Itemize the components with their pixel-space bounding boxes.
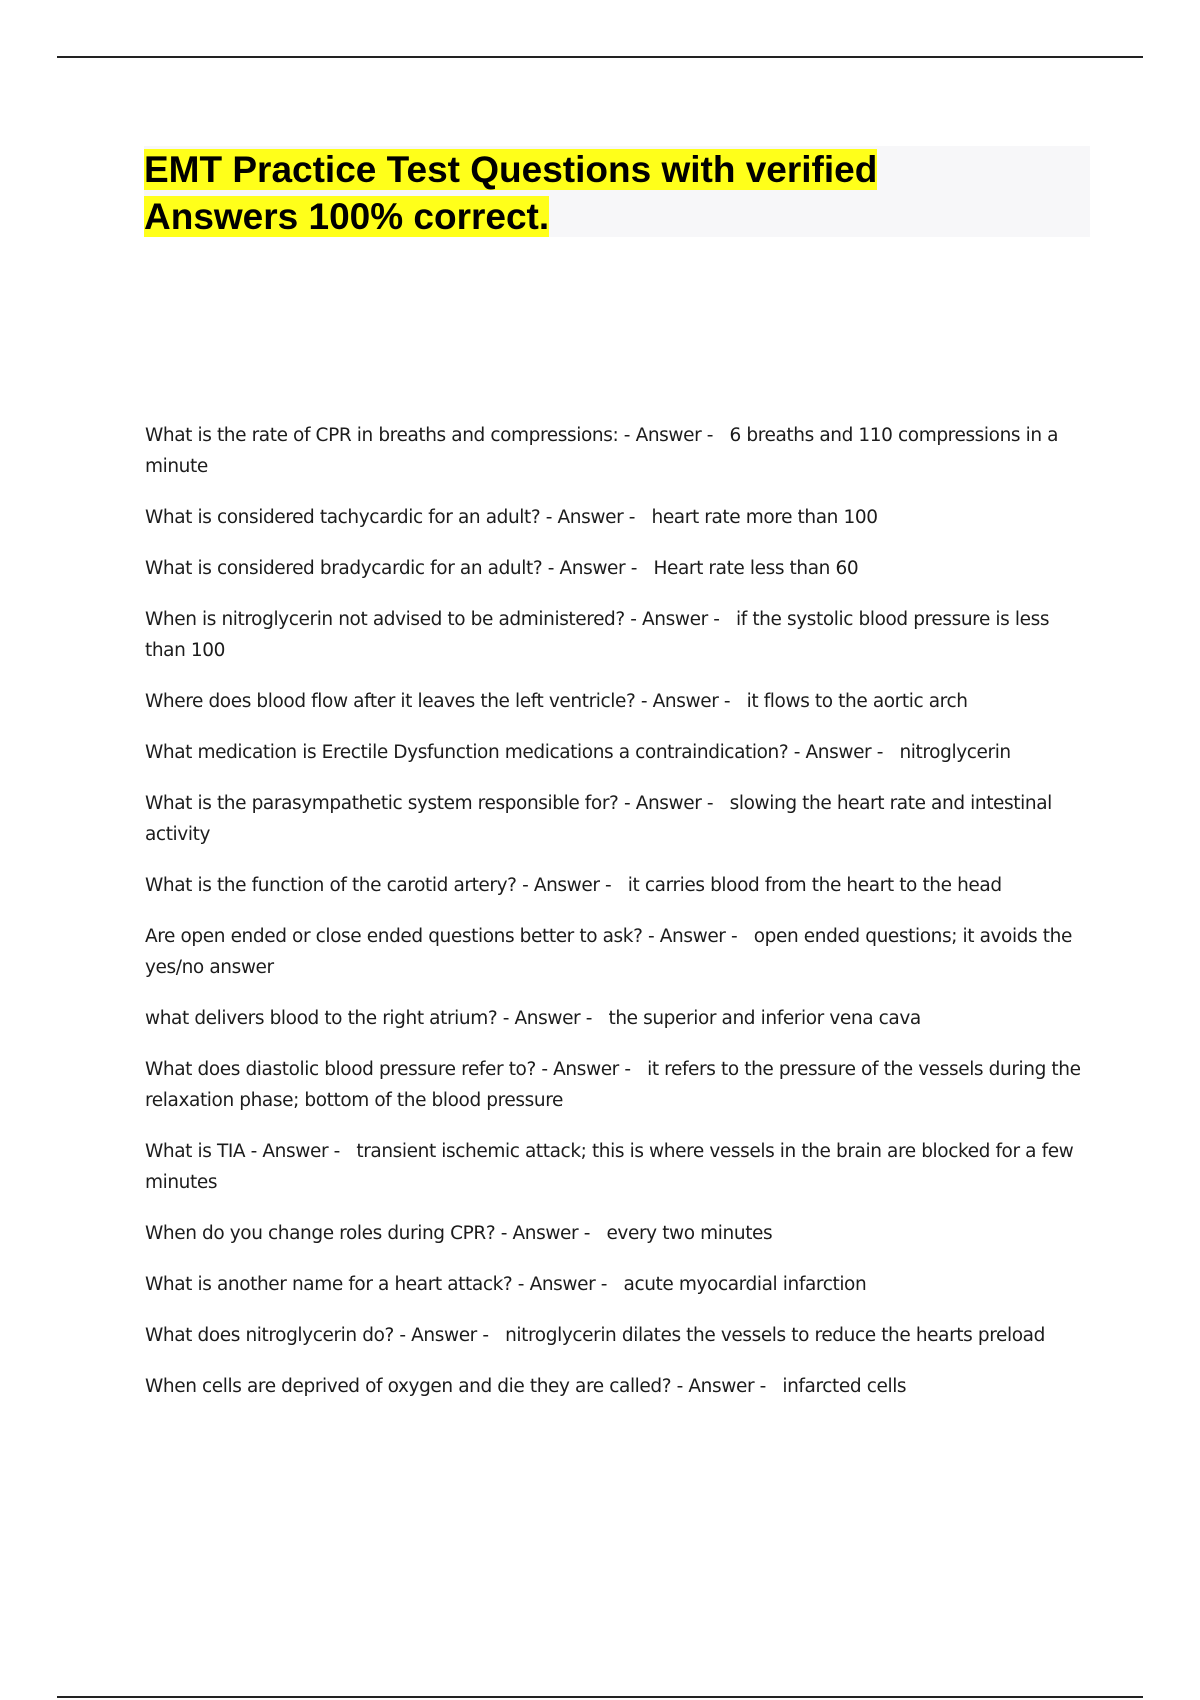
- question-text: When cells are deprived of oxygen and die they are called?: [145, 1376, 672, 1397]
- answer-text: nitroglycerin: [899, 742, 1011, 763]
- question-text: Where does blood flow after it leaves the left ventricle?: [145, 691, 636, 712]
- answer-text: slowing the heart rate and intestinal activity: [145, 793, 1052, 845]
- answer-text: infarcted cells: [782, 1376, 907, 1397]
- question-text: What is another name for a heart attack?: [145, 1274, 513, 1295]
- qa-list: [145, 420, 1091, 1422]
- answer-text: the superior and inferior vena cava: [608, 1008, 921, 1029]
- qa-item: [145, 1371, 1091, 1402]
- question-text: What does diastolic blood pressure refer to?: [145, 1059, 536, 1080]
- answer-separator: - Answer -: [618, 793, 730, 814]
- answer-text: open ended questions; it avoids the yes/no answer: [145, 926, 1072, 978]
- qa-item: [145, 788, 1091, 850]
- qa-item: [145, 1136, 1091, 1198]
- qa-item: [145, 553, 1091, 584]
- question-text: What is considered tachycardic for an adult?: [145, 507, 541, 528]
- question-text: When is nitroglycerin not advised to be administered?: [145, 609, 625, 630]
- answer-separator: - Answer -: [512, 1274, 624, 1295]
- answer-separator: - Answer -: [624, 609, 736, 630]
- answer-separator: - Answer -: [245, 1141, 357, 1162]
- question-text: Are open ended or close ended questions better to ask?: [145, 926, 643, 947]
- answer-separator: - Answer -: [540, 507, 652, 528]
- qa-item: [145, 1218, 1091, 1249]
- answer-text: 6 breaths and 110 compressions in a minute: [145, 425, 1059, 477]
- answer-text: if the systolic blood pressure is less than 100: [145, 609, 1050, 661]
- answer-separator: - Answer -: [671, 1376, 783, 1397]
- qa-item: [145, 921, 1091, 983]
- qa-item: [145, 420, 1091, 482]
- answer-text: every two minutes: [606, 1223, 773, 1244]
- answer-text: Heart rate less than 60: [653, 558, 859, 579]
- answer-separator: - Answer -: [393, 1325, 506, 1346]
- question-text: When do you change roles during CPR?: [145, 1223, 496, 1244]
- answer-separator: - Answer -: [495, 1223, 607, 1244]
- answer-text: it flows to the aortic arch: [746, 691, 968, 712]
- question-text: what delivers blood to the right atrium?: [145, 1008, 498, 1029]
- answer-text: acute myocardial infarction: [623, 1274, 867, 1295]
- answer-text: it carries blood from the heart to the head: [627, 875, 1002, 896]
- answer-text: heart rate more than 100: [651, 507, 878, 528]
- title-box: [144, 146, 1090, 237]
- document-title: [144, 146, 1090, 240]
- answer-text: it refers to the pressure of the vessels during the relaxation phase; bottom of the blood pressure: [145, 1059, 1081, 1111]
- question-text: What is the rate of CPR in breaths and compressions:: [145, 425, 619, 446]
- question-text: What is TIA: [145, 1141, 246, 1162]
- title-line-2: Answers 100% correct.: [144, 196, 550, 237]
- qa-item: [145, 737, 1091, 768]
- answer-separator: - Answer -: [497, 1008, 609, 1029]
- answer-text: transient ischemic attack; this is where vessels in the brain are blocked for a few minutes: [145, 1141, 1074, 1193]
- qa-item: [145, 1269, 1091, 1300]
- qa-item: [145, 1003, 1091, 1034]
- answer-separator: - Answer -: [635, 691, 747, 712]
- question-text: What does nitroglycerin do?: [145, 1325, 394, 1346]
- qa-item: [145, 1054, 1091, 1116]
- top-rule: [57, 56, 1143, 58]
- answer-separator: - Answer -: [535, 1059, 648, 1080]
- qa-item: [145, 870, 1091, 901]
- title-line-1: EMT Practice Test Questions with verified: [144, 149, 878, 190]
- qa-item: [145, 604, 1091, 666]
- qa-item: [145, 686, 1091, 717]
- answer-text: nitroglycerin dilates the vessels to reduce the hearts preload: [505, 1325, 1045, 1346]
- question-text: What is considered bradycardic for an adult?: [145, 558, 543, 579]
- answer-separator: - Answer -: [788, 742, 900, 763]
- qa-item: [145, 1320, 1091, 1351]
- bottom-rule: [57, 1696, 1143, 1698]
- answer-separator: - Answer -: [618, 425, 730, 446]
- answer-separator: - Answer -: [542, 558, 654, 579]
- answer-separator: - Answer -: [642, 926, 754, 947]
- question-text: What is the function of the carotid artery?: [145, 875, 517, 896]
- answer-separator: - Answer -: [516, 875, 628, 896]
- question-text: What is the parasympathetic system responsible for?: [145, 793, 619, 814]
- question-text: What medication is Erectile Dysfunction medications a contraindication?: [145, 742, 789, 763]
- qa-item: [145, 502, 1091, 533]
